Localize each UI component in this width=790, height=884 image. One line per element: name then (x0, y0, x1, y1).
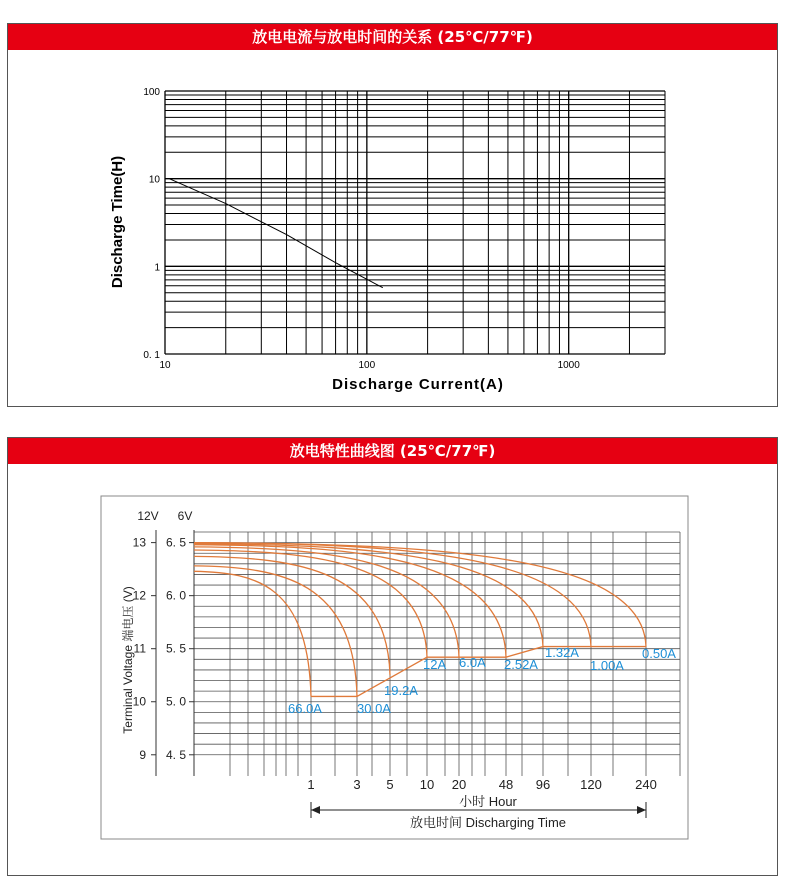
curve-label: 1.00A (590, 658, 624, 673)
x-axis-label: 放电时间 Discharging Time (409, 815, 567, 830)
y-axis-label: Discharge Time(H) (109, 155, 126, 289)
y-tick-label: 10 (148, 174, 160, 186)
x-tick-label: 1 (307, 777, 315, 792)
curve-30.0A (194, 566, 357, 697)
bottom-panel-title: 放电特性曲线图 (25℃/77℉) (8, 438, 777, 464)
top-panel-title: 放电电流与放电时间的关系 (25℃/77℉) (8, 24, 777, 50)
curve-label: 30.0A (357, 701, 391, 716)
discharge-line (169, 179, 382, 288)
curve-label: 6.0A (459, 655, 486, 670)
axis-6v-label: 6V (177, 509, 193, 523)
curve-1.32A (194, 544, 543, 647)
curve-12A (194, 550, 427, 657)
x-tick-label: 5 (386, 777, 394, 792)
x-tick-label: 96 (535, 777, 551, 792)
discharge-characteristic-chart (8, 438, 777, 875)
y-axis-label: Terminal Voltage 端电压 (V) (121, 586, 135, 734)
x-tick-label: 20 (451, 777, 467, 792)
current-time-panel (7, 23, 778, 407)
y-tick-6v: 6. 0 (165, 588, 186, 603)
curve-1.00A (194, 543, 591, 647)
y-tick-12v: 11 (133, 641, 146, 656)
y-tick-6v: 5. 0 (165, 694, 186, 709)
x-tick-label: 10 (159, 360, 171, 371)
curve-66.0A (194, 571, 311, 696)
curve-label: 19.2A (384, 683, 418, 698)
discharge-characteristics-panel (7, 437, 778, 876)
curve-label: 12A (423, 657, 447, 672)
curve-label: 0.50A (642, 646, 676, 661)
x-tick-label: 48 (498, 777, 514, 792)
curve-label: 66.0A (288, 701, 322, 716)
axis-12v-label: 12V (137, 509, 159, 523)
x-tick-label: 240 (635, 777, 657, 792)
x-axis-hour-label: 小时 Hour (459, 794, 517, 809)
x-tick-label: 100 (358, 360, 376, 371)
time-arrow-left (311, 806, 320, 814)
chart1-grid (165, 91, 665, 354)
y-tick-12v: 10 (132, 694, 146, 709)
y-tick-6v: 6. 5 (165, 535, 186, 550)
x-tick-label: 120 (580, 777, 602, 792)
y-tick-label: 1 (154, 262, 160, 274)
chart2-curves (194, 543, 646, 697)
discharge-current-time-chart (8, 24, 777, 406)
x-tick-label: 10 (419, 777, 435, 792)
time-arrow-right (637, 806, 646, 814)
y-tick-12v: 12 (132, 588, 146, 603)
y-tick-6v: 5. 5 (165, 641, 186, 656)
y-tick-12v: 9 (139, 747, 146, 762)
curve-label: 1.32A (545, 645, 579, 660)
y-tick-6v: 4. 5 (165, 747, 186, 762)
curve-label: 2.52A (504, 657, 538, 672)
y-tick-label: 100 (143, 87, 160, 98)
x-tick-label: 3 (353, 777, 361, 792)
y-tick-label: 0. 1 (143, 350, 160, 361)
chart2-grid (194, 532, 680, 776)
x-tick-label: 1000 (557, 360, 580, 371)
x-axis-label: Discharge Current(A) (332, 376, 504, 393)
y-tick-12v: 13 (132, 535, 146, 550)
